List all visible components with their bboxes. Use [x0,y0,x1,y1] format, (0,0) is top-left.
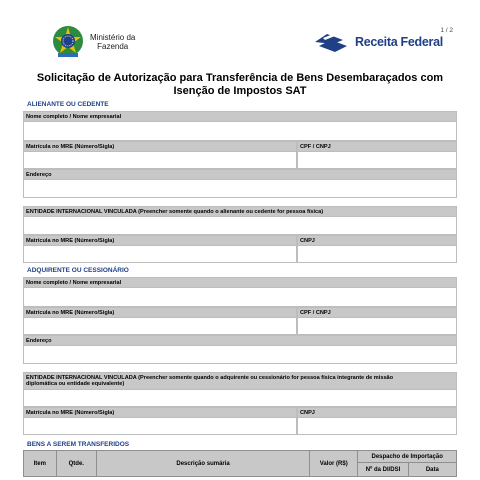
mre-field-entidade1[interactable] [23,246,297,263]
form-title-line2: Isenção de Impostos SAT [173,84,307,97]
label-cnpj-entidade1: CNPJ [297,235,457,246]
section-heading-adquirente: ADQUIRENTE OU CESSIONÁRIO [27,267,129,274]
form-title [0,72,480,97]
section-heading-entidade2 [23,372,457,390]
section-heading-alienante: ALIENANTE OU CEDENTE [27,101,109,108]
page-number: 1 / 2 [440,27,453,34]
col-valor: Valor (R$) [310,451,358,477]
agency-name: Receita Federal [355,35,443,49]
cnpj-field-entidade2[interactable] [297,418,457,435]
col-qtde: Qtde. [56,451,96,477]
goods-table-header [23,450,457,477]
col-item: Item [24,451,57,477]
name-field-alienante[interactable] [23,122,457,141]
label-mre-entidade1: Matrícula no MRE (Número/Sigla) [23,235,297,246]
cpf-field-adquirente[interactable] [297,318,457,335]
label-name-adquirente: Nome completo / Nome empresarial [23,277,457,288]
label-cpf-adquirente: CPF / CNPJ [297,307,457,318]
label-name-alienante: Nome completo / Nome empresarial [23,111,457,122]
entidade2-heading-line2: diplomática ou entidade equivalente) [26,381,125,388]
receita-federal-emblem-icon [313,30,353,54]
section-heading-entidade1: ENTIDADE INTERNACIONAL VINCULADA (Preencher somente quando o alienante ou cedente for pessoa física) [23,206,457,217]
section-heading-bens: BENS A SEREM TRANSFERIDOS [27,441,130,448]
mre-field-alienante[interactable] [23,152,297,169]
address-field-adquirente[interactable] [23,346,457,364]
label-address-alienante: Endereço [23,169,457,180]
label-cpf-alienante: CPF / CNPJ [297,141,457,152]
coat-of-arms-icon [50,24,86,60]
address-field-alienante[interactable] [23,180,457,198]
cpf-field-alienante[interactable] [297,152,457,169]
ministry-logo [50,24,135,60]
cnpj-field-entidade1[interactable] [297,246,457,263]
ministry-name-line2: Fazenda [97,42,129,51]
label-cnpj-entidade2: CNPJ [297,407,457,418]
label-address-adquirente: Endereço [23,335,457,346]
mre-field-entidade2[interactable] [23,418,297,435]
col-data: Data [408,463,456,477]
entidade1-field[interactable] [23,217,457,235]
mre-field-adquirente[interactable] [23,318,297,335]
label-mre-adquirente: Matrícula no MRE (Número/Sigla) [23,307,297,318]
col-di: Nº da DI/DSI [358,463,408,477]
receita-federal-logo [313,30,443,54]
col-descricao: Descrição sumária [97,451,310,477]
name-field-adquirente[interactable] [23,288,457,307]
form-title-line1: Solicitação de Autorização para Transferência de Bens Desembaraçados com [36,72,444,84]
ministry-name-line1: Ministério da [90,33,136,42]
entidade2-heading-line1: ENTIDADE INTERNACIONAL VINCULADA (Preencher somente quando o adquirente ou cessionário for pessoa física integrante de missão [26,374,394,381]
label-mre-entidade2: Matrícula no MRE (Número/Sigla) [23,407,297,418]
entidade2-field[interactable] [23,390,457,407]
label-mre-alienante: Matrícula no MRE (Número/Sigla) [23,141,297,152]
col-despacho: Despacho de Importação [358,451,457,463]
